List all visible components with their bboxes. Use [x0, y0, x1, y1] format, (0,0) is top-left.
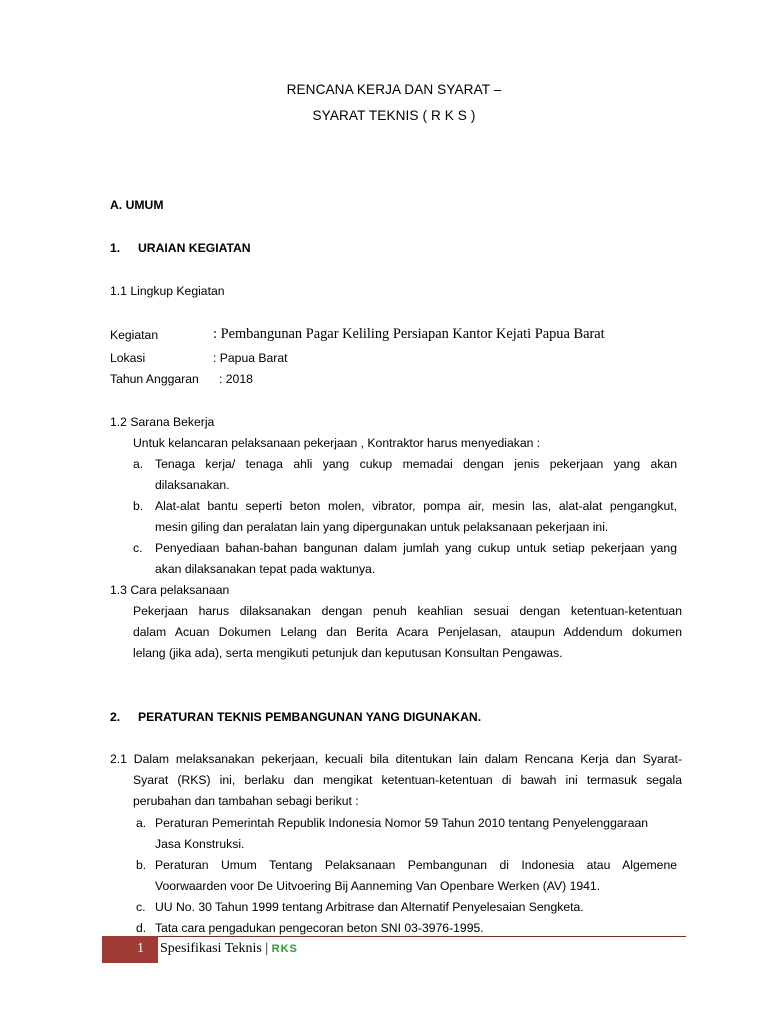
list-item-line: akan dilaksanakan tepat pada waktunya.: [155, 562, 376, 576]
list-marker: c.: [136, 900, 146, 914]
list-item-line: Voorwaarden voor De Uitvoering Bij Aanneming Van Openbare Werken (AV) 1941.: [155, 879, 601, 893]
paragraph-line: perubahan dan tambahan sebagi berikut :: [133, 794, 359, 808]
list-item-line: Peraturan Pemerintah Republik Indonesia Nomor 59 Tahun 2010 tentang Penyelenggaraan: [155, 816, 649, 830]
field-kegiatan-label: Kegiatan: [110, 328, 159, 342]
list-marker: b.: [133, 499, 144, 513]
footer-text: Spesifikasi Teknis |: [160, 941, 272, 956]
list-marker: a.: [133, 457, 144, 471]
field-lokasi-value: : Papua Barat: [213, 351, 288, 365]
list-item-line: Tata cara pengadukan pengecoran beton SNI 03-3976-1995.: [155, 921, 484, 935]
list-item-line: mesin giling dan peralatan lain yang dipergunakan untuk pelaksanaan pekerjaan ini.: [155, 520, 609, 534]
paragraph-line: lelang (jika ada), serta mengikuti petunjuk dan keputusan Konsultan Pengawas.: [133, 646, 563, 660]
list-marker: a.: [136, 816, 147, 830]
subsection-1-1-heading: 1.1 Lingkup Kegiatan: [110, 284, 225, 298]
section-2-title: PERATURAN TEKNIS PEMBANGUNAN YANG DIGUNAKAN.: [138, 710, 482, 724]
list-item-line: Tenaga kerja/ tenaga ahli yang cukup memadai dengan jenis pekerjaan yang akan: [155, 457, 677, 471]
paragraph-line: dalam Acuan Dokumen Lelang dan Berita Acara Penjelasan, ataupun Addendum dokumen: [133, 625, 682, 639]
list-marker: d.: [136, 921, 147, 935]
subsection-1-2-intro: Untuk kelancaran pelaksanaan pekerjaan , Kontraktor harus menyediakan :: [133, 436, 541, 450]
field-tahun-value: : 2018: [219, 372, 253, 386]
section-1-title: URAIAN KEGIATAN: [138, 241, 251, 255]
footer-page-box: [102, 936, 158, 963]
paragraph-line: Pekerjaan harus dilaksanakan dengan penuh keahlian sesuai dengan ketentuan-ketentuan: [133, 604, 682, 618]
section-a-heading: A. UMUM: [110, 198, 164, 212]
footer-label: [160, 941, 298, 957]
footer-rule: [102, 936, 686, 937]
list-item-line: UU No. 30 Tahun 1999 tentang Arbitrase dan Alternatif Penyelesaian Sengketa.: [155, 900, 584, 914]
list-item-line: Penyediaan bahan-bahan bangunan dalam jumlah yang cukup untuk setiap pekerjaan yang: [155, 541, 677, 555]
field-kegiatan-value: : Pembangunan Pagar Keliling Persiapan Kantor Kejati Papua Barat: [213, 326, 605, 342]
list-item-line: Jasa Konstruksi.: [155, 837, 245, 851]
list-marker: c.: [133, 541, 143, 555]
field-lokasi-label: Lokasi: [110, 351, 146, 365]
list-item-line: Alat-alat bantu seperti beton molen, vibrator, pompa air, mesin las, alat-alat pengangkut,: [155, 499, 677, 513]
subsection-1-2-heading: 1.2 Sarana Bekerja: [110, 415, 215, 429]
section-2-number: 2.: [110, 710, 121, 724]
document-title-line-1: RENCANA KERJA DAN SYARAT –: [286, 82, 502, 97]
footer-rks-mark: RKS: [271, 943, 298, 955]
document-title-line-2: SYARAT TEKNIS ( R K S ): [312, 108, 476, 123]
field-tahun-label: Tahun Anggaran: [110, 372, 199, 386]
list-item-line: Peraturan Umum Tentang Pelaksanaan Pembangunan di Indonesia atau Algemene: [155, 858, 677, 872]
subsection-1-3-heading: 1.3 Cara pelaksanaan: [110, 583, 230, 597]
paragraph-line: 2.1 Dalam melaksanakan pekerjaan, kecuali bila ditentukan lain dalam Rencana Kerja dan Syarat-: [110, 752, 682, 766]
paragraph-line: Syarat (RKS) ini, berlaku dan mengikat ketentuan-ketentuan di bawah ini termasuk segala: [133, 773, 682, 787]
section-1-number: 1.: [110, 241, 121, 255]
list-item-line: dilaksanakan.: [155, 478, 230, 492]
footer-page-number: 1: [137, 941, 144, 956]
list-marker: b.: [136, 858, 147, 872]
